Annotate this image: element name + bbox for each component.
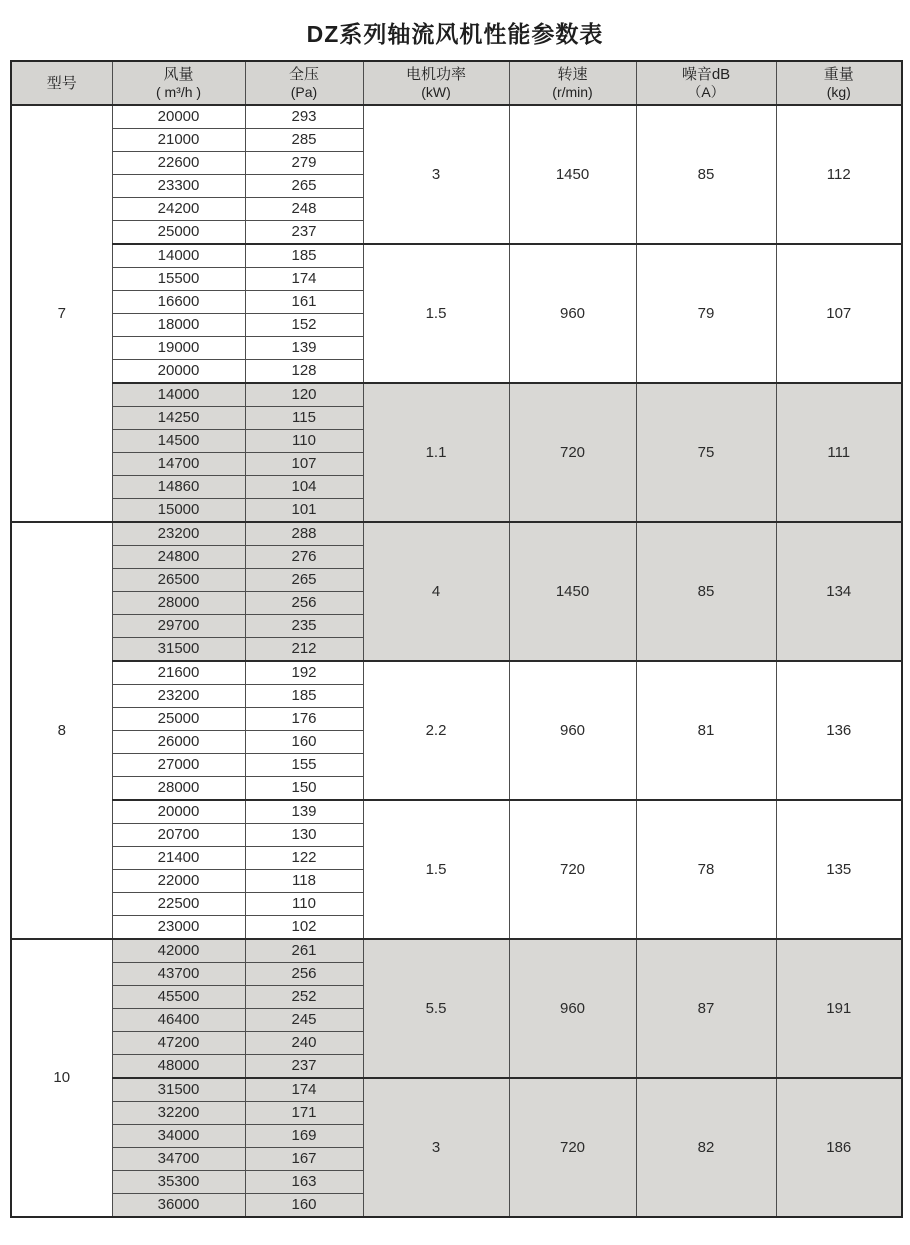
table-row: [11, 800, 902, 824]
cell-air-volume: 14700: [112, 453, 245, 476]
cell-total-pressure: 160: [245, 731, 363, 754]
table-row: [11, 1078, 902, 1102]
cell-speed: 720: [509, 383, 636, 522]
cell-noise: 79: [636, 244, 776, 383]
cell-speed: 720: [509, 1078, 636, 1217]
cell-air-volume: 46400: [112, 1009, 245, 1032]
col-header-label: 风量: [163, 66, 194, 83]
cell-total-pressure: 174: [245, 1078, 363, 1102]
cell-total-pressure: 256: [245, 592, 363, 615]
cell-total-pressure: 248: [245, 198, 363, 221]
cell-motor-power: 1.5: [363, 800, 509, 939]
cell-total-pressure: 139: [245, 800, 363, 824]
cell-speed: 960: [509, 244, 636, 383]
cell-air-volume: 23300: [112, 175, 245, 198]
cell-total-pressure: 122: [245, 847, 363, 870]
table-header: [11, 61, 902, 105]
cell-weight: 186: [776, 1078, 902, 1217]
cell-noise: 81: [636, 661, 776, 800]
cell-total-pressure: 279: [245, 152, 363, 175]
cell-air-volume: 14000: [112, 383, 245, 407]
cell-total-pressure: 169: [245, 1125, 363, 1148]
cell-total-pressure: 174: [245, 268, 363, 291]
cell-total-pressure: 163: [245, 1171, 363, 1194]
col-header-unit: ( m³/h ): [155, 84, 202, 100]
cell-total-pressure: 104: [245, 476, 363, 499]
col-header-unit: (kW): [421, 84, 451, 100]
col-header-unit: (kg): [826, 84, 851, 100]
cell-air-volume: 20000: [112, 105, 245, 129]
cell-total-pressure: 171: [245, 1102, 363, 1125]
cell-air-volume: 15000: [112, 499, 245, 523]
cell-air-volume: 14000: [112, 244, 245, 268]
cell-noise: 82: [636, 1078, 776, 1217]
cell-total-pressure: 118: [245, 870, 363, 893]
cell-air-volume: 20000: [112, 360, 245, 384]
cell-air-volume: 42000: [112, 939, 245, 963]
page-title: DZ系列轴流风机性能参数表: [306, 21, 604, 47]
cell-total-pressure: 101: [245, 499, 363, 523]
cell-air-volume: 26500: [112, 569, 245, 592]
cell-total-pressure: 265: [245, 569, 363, 592]
cell-air-volume: 47200: [112, 1032, 245, 1055]
col-header-unit: （A）: [687, 84, 725, 100]
cell-weight: 107: [776, 244, 902, 383]
cell-total-pressure: 110: [245, 430, 363, 453]
cell-air-volume: 20000: [112, 800, 245, 824]
cell-air-volume: 31500: [112, 1078, 245, 1102]
cell-total-pressure: 293: [245, 105, 363, 129]
cell-motor-power: 5.5: [363, 939, 509, 1078]
cell-total-pressure: 150: [245, 777, 363, 801]
table-row: [11, 244, 902, 268]
cell-weight: 111: [776, 383, 902, 522]
cell-air-volume: 14500: [112, 430, 245, 453]
cell-total-pressure: 252: [245, 986, 363, 1009]
table-row: [11, 383, 902, 407]
cell-total-pressure: 167: [245, 1148, 363, 1171]
cell-total-pressure: 276: [245, 546, 363, 569]
cell-model: 10: [11, 939, 112, 1217]
col-header-label: 全压: [288, 66, 319, 83]
cell-motor-power: 2.2: [363, 661, 509, 800]
cell-air-volume: 18000: [112, 314, 245, 337]
cell-air-volume: 32200: [112, 1102, 245, 1125]
cell-speed: 720: [509, 800, 636, 939]
cell-total-pressure: 128: [245, 360, 363, 384]
cell-speed: 960: [509, 661, 636, 800]
cell-air-volume: 14860: [112, 476, 245, 499]
cell-total-pressure: 237: [245, 1055, 363, 1079]
cell-air-volume: 22600: [112, 152, 245, 175]
cell-total-pressure: 288: [245, 522, 363, 546]
cell-total-pressure: 160: [245, 1194, 363, 1218]
cell-air-volume: 43700: [112, 963, 245, 986]
col-header-motor-power: [363, 61, 509, 105]
cell-speed: 1450: [509, 522, 636, 661]
col-header-air-volume: [112, 61, 245, 105]
cell-air-volume: 22000: [112, 870, 245, 893]
col-header-label: 转速: [557, 66, 588, 83]
cell-air-volume: 19000: [112, 337, 245, 360]
col-header-unit: (r/min): [552, 84, 593, 100]
cell-model: 7: [11, 105, 112, 522]
col-header-label: 重量: [823, 66, 854, 83]
cell-total-pressure: 235: [245, 615, 363, 638]
table-row: [11, 661, 902, 685]
cell-air-volume: 34700: [112, 1148, 245, 1171]
cell-air-volume: 27000: [112, 754, 245, 777]
cell-air-volume: 22500: [112, 893, 245, 916]
cell-air-volume: 26000: [112, 731, 245, 754]
cell-total-pressure: 139: [245, 337, 363, 360]
col-header-noise: [636, 61, 776, 105]
cell-air-volume: 21400: [112, 847, 245, 870]
cell-motor-power: 3: [363, 1078, 509, 1217]
table-row: [11, 105, 902, 129]
cell-motor-power: 3: [363, 105, 509, 244]
cell-weight: 112: [776, 105, 902, 244]
cell-total-pressure: 261: [245, 939, 363, 963]
cell-air-volume: 34000: [112, 1125, 245, 1148]
col-header-label: 型号: [46, 74, 77, 92]
cell-air-volume: 16600: [112, 291, 245, 314]
cell-total-pressure: 285: [245, 129, 363, 152]
cell-total-pressure: 240: [245, 1032, 363, 1055]
cell-total-pressure: 192: [245, 661, 363, 685]
cell-total-pressure: 161: [245, 291, 363, 314]
cell-total-pressure: 237: [245, 221, 363, 245]
col-header-label: 噪音dB: [681, 66, 731, 83]
cell-air-volume: 36000: [112, 1194, 245, 1218]
cell-total-pressure: 185: [245, 685, 363, 708]
cell-total-pressure: 152: [245, 314, 363, 337]
cell-total-pressure: 155: [245, 754, 363, 777]
cell-air-volume: 23000: [112, 916, 245, 940]
cell-total-pressure: 120: [245, 383, 363, 407]
cell-total-pressure: 212: [245, 638, 363, 662]
table-row: [11, 939, 902, 963]
cell-speed: 960: [509, 939, 636, 1078]
cell-total-pressure: 110: [245, 893, 363, 916]
cell-air-volume: 25000: [112, 221, 245, 245]
cell-model: 8: [11, 522, 112, 939]
col-header-model: [11, 61, 112, 105]
header-row: [11, 61, 902, 105]
cell-speed: 1450: [509, 105, 636, 244]
spec-table: [10, 60, 903, 1218]
cell-air-volume: 14250: [112, 407, 245, 430]
cell-total-pressure: 102: [245, 916, 363, 940]
cell-air-volume: 45500: [112, 986, 245, 1009]
cell-weight: 136: [776, 661, 902, 800]
cell-total-pressure: 256: [245, 963, 363, 986]
cell-air-volume: 23200: [112, 685, 245, 708]
col-header-total-pressure: [245, 61, 363, 105]
cell-motor-power: 1.1: [363, 383, 509, 522]
col-header-weight: [776, 61, 902, 105]
table-row: [11, 522, 902, 546]
cell-weight: 135: [776, 800, 902, 939]
cell-weight: 134: [776, 522, 902, 661]
cell-total-pressure: 107: [245, 453, 363, 476]
col-header-label: 电机功率: [405, 66, 466, 83]
cell-total-pressure: 185: [245, 244, 363, 268]
cell-noise: 85: [636, 522, 776, 661]
cell-motor-power: 4: [363, 522, 509, 661]
cell-air-volume: 24200: [112, 198, 245, 221]
cell-air-volume: 29700: [112, 615, 245, 638]
cell-air-volume: 35300: [112, 1171, 245, 1194]
cell-air-volume: 21600: [112, 661, 245, 685]
cell-air-volume: 28000: [112, 592, 245, 615]
cell-noise: 85: [636, 105, 776, 244]
cell-noise: 78: [636, 800, 776, 939]
cell-total-pressure: 130: [245, 824, 363, 847]
cell-noise: 87: [636, 939, 776, 1078]
cell-air-volume: 23200: [112, 522, 245, 546]
cell-motor-power: 1.5: [363, 244, 509, 383]
cell-air-volume: 21000: [112, 129, 245, 152]
cell-total-pressure: 176: [245, 708, 363, 731]
col-header-unit: (Pa): [290, 84, 318, 100]
cell-total-pressure: 245: [245, 1009, 363, 1032]
cell-air-volume: 31500: [112, 638, 245, 662]
cell-weight: 191: [776, 939, 902, 1078]
cell-air-volume: 48000: [112, 1055, 245, 1079]
cell-air-volume: 20700: [112, 824, 245, 847]
cell-air-volume: 15500: [112, 268, 245, 291]
cell-air-volume: 28000: [112, 777, 245, 801]
cell-noise: 75: [636, 383, 776, 522]
table-body: [11, 105, 902, 1217]
cell-air-volume: 25000: [112, 708, 245, 731]
cell-total-pressure: 115: [245, 407, 363, 430]
col-header-speed: [509, 61, 636, 105]
cell-total-pressure: 265: [245, 175, 363, 198]
cell-air-volume: 24800: [112, 546, 245, 569]
